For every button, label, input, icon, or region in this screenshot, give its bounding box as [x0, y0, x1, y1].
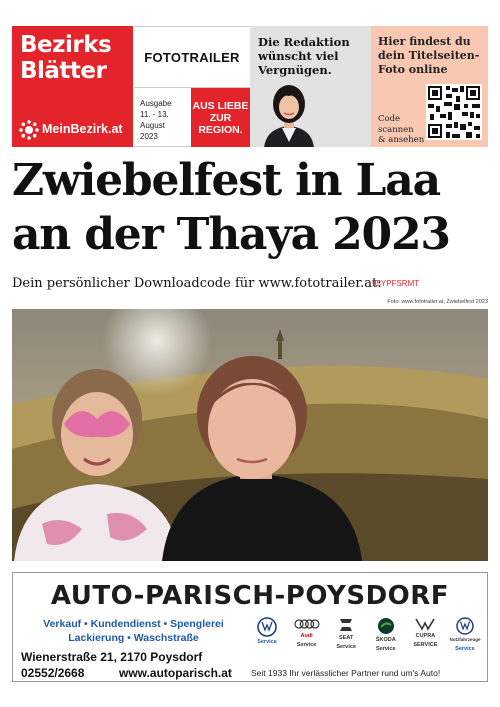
slogan-line-3: REGION.: [198, 123, 243, 136]
qr-hint: [378, 114, 424, 146]
editor-greeting: [258, 35, 350, 77]
cover-photo-illustration: [12, 309, 488, 561]
download-code[interactable]: 95YPFSRMT: [372, 279, 420, 288]
skoda-icon: [377, 617, 395, 635]
slogan-line-1: AUS LIEBE: [192, 99, 249, 112]
ad-brand-logos: [251, 617, 481, 657]
vw-service-label: Service: [257, 639, 277, 645]
seat-icon: [337, 617, 355, 633]
seat-service-logo: [330, 617, 362, 657]
sun-logo-icon: [19, 120, 39, 140]
ad-address: Wienerstraße 21, 2170 Poysdorf: [21, 650, 203, 664]
logo-site-name: MeinBezirk.at: [42, 122, 123, 136]
title-line-1: Zwiebelfest in Laa: [12, 155, 440, 206]
editor-line-2: wünscht viel: [258, 49, 339, 63]
vw-nutzfahrzeuge-logo: [449, 617, 481, 657]
editor-line-1: Die Redaktion: [258, 35, 350, 49]
logo-title: [20, 32, 111, 84]
cupra-service-label: SERVICE: [413, 641, 438, 648]
qr-headline: [378, 35, 479, 77]
ad-services-line-1: Verkauf • Kundendienst • Spenglerei: [43, 618, 224, 630]
issue-year: 2023: [140, 132, 158, 141]
slogan-line-2: ZUR: [209, 111, 232, 124]
ad-services-line-2: Lackierung • Waschstraße: [68, 632, 199, 644]
nutzfahrzeuge-label: Nutzfahrzeuge: [449, 637, 481, 642]
bezirksblaetter-logo[interactable]: [12, 26, 133, 147]
audi-label: Audi: [300, 633, 313, 639]
advertisement[interactable]: [12, 572, 488, 682]
logo-line-2: Blätter: [20, 58, 107, 84]
ad-website[interactable]: www.autoparisch.at: [119, 666, 232, 680]
logo-line-1: Bezirks: [20, 32, 112, 58]
qr-hint-3: & ansehen: [378, 135, 425, 145]
photo-credit: Foto: www.fototrailer.at, Zwiebelfest 2023: [387, 299, 488, 305]
qr-box: [371, 26, 488, 147]
issue-info: [134, 88, 191, 147]
seat-service-label: Service: [336, 643, 356, 650]
nutzfahrzeuge-service-label: Service: [455, 645, 475, 652]
editor-portrait: [258, 82, 320, 147]
ad-services: [21, 617, 246, 645]
page-title: [12, 154, 492, 262]
download-instruction: Dein persönlicher Downloadcode für www.fototrailer.at:: [12, 276, 382, 291]
slogan-box: [191, 88, 250, 147]
qr-code[interactable]: [426, 84, 482, 140]
cupra-icon: [414, 617, 436, 631]
issue-label: Ausgabe: [140, 99, 172, 108]
vw-icon: [257, 617, 277, 637]
editor-box: [250, 26, 371, 147]
ad-phone[interactable]: 02552/2668: [21, 666, 85, 680]
cupra-service-logo: [409, 617, 441, 657]
ad-title: AUTO-PARISCH-POYSDORF: [50, 581, 450, 611]
vw-service-logo: [251, 617, 283, 657]
audi-rings-icon: [293, 617, 321, 631]
seat-label: SEAT: [339, 635, 354, 641]
qr-hint-2: scannen: [378, 124, 414, 135]
editor-line-3: Vergnügen.: [258, 63, 332, 77]
issue-dates: 11. - 13. August: [140, 110, 169, 130]
section-label-box: [134, 26, 250, 88]
qr-line-1: Hier findest du: [378, 35, 471, 48]
vw-commercial-icon: [456, 617, 474, 635]
cupra-label: CUPRA: [415, 633, 436, 639]
title-line-2: an der Thaya 2023: [12, 209, 450, 260]
cover-photo: [12, 309, 488, 561]
audi-service-label: Service: [296, 641, 317, 648]
ad-tagline: Seit 1933 Ihr verlässlicher Partner rund um's Auto!: [251, 668, 441, 678]
qr-hint-1: Code: [378, 114, 401, 124]
section-label: FOTOTRAILER: [144, 49, 240, 65]
skoda-label: ŠKODA: [375, 637, 396, 643]
skoda-service-label: Service: [375, 645, 396, 652]
skoda-service-logo: [370, 617, 402, 657]
qr-line-2: dein Titelseiten-: [378, 49, 480, 62]
audi-service-logo: [291, 617, 323, 657]
qr-line-3: Foto online: [378, 63, 448, 76]
